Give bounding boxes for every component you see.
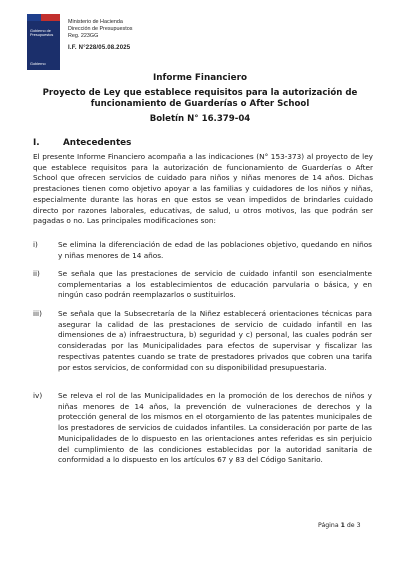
report-number: I.F. N°228/05.08.2025	[68, 45, 131, 51]
document-type: Informe Financiero	[152, 73, 247, 83]
section-number: I.	[33, 138, 40, 148]
direction-name: Dirección de Presupuestos	[68, 26, 133, 32]
intro-paragraph: El presente Informe Financiero acompaña a las indicaciones (N° 153-373) al proyecto de ley que establece requisitos para la autorización de funcionamiento de Guarderías o After School que ofrecen servicios de cuidado para niños y niñas menores de 14 años. Dichas prestaciones tienen como objetivo apoyar a las familias y cuidadores de los niños y niñas, especialmente durante las horas en que estos se vean impedidos de brindarles cuidado directo por razones laborales, educativas, de salud, u otros motivos, las que podrán ser pagadas o no. Las principales modificaciones son:	[33, 152, 373, 226]
item-text: Se señala que la Subsecretaría de la Niñez establecerá orientaciones técnicas para asegurar la calidad de las prestaciones de servicio de cuidado infantil en las dimensiones de a) infraestructura, b) seguridad y c) personal, las cuales podrán ser consideradas por las Municipalidades para efectos de supervisar y fiscalizar las respectivas patentes cuando se trate de prestadores privados que cobren una tarifa por estos servicios, de conformidad con su disponibilidad presupuestaria.	[58, 309, 372, 372]
bulletin-number: Boletín N° 16.379-04	[149, 114, 251, 124]
section-heading	[33, 138, 131, 148]
item-text: Se señala que las prestaciones de servicio de cuidado infantil son esencialmente complementarias a los establecimientos de educación parvularia o básica, y en ningún caso podrán reemplazarlos o sustituirlos.	[58, 269, 372, 300]
registry-code: Reg. 223GG	[68, 33, 99, 39]
ministry-name: Ministerio de Hacienda	[68, 19, 123, 25]
item-text: Se elimina la diferenciación de edad de las poblaciones objetivo, quedando en niños y niñas menores de 14 años.	[58, 240, 372, 260]
title-block	[30, 72, 370, 125]
item-number: ii)	[33, 269, 40, 278]
item-number: iv)	[33, 391, 43, 400]
section-title: Antecedentes	[63, 138, 132, 148]
government-logo: Gobierno de Presupuestos Gobierno	[27, 14, 60, 70]
ministry-header	[68, 19, 132, 40]
item-text: Se releva el rol de las Municipalidades en la promoción de los derechos de niños y niñas menores de 14 años, la prevención de vulneraciones de derechos y la protección general de los mismos en el otorgamiento de las patentes municipales de los prestadores de servicios de cuidados infantiles. La consideración por parte de las Municipalidades de lo dispuesto en las orientaciones antes referidas es sin perjuicio del cumplimiento de las condiciones establecidas por la autoridad sanitaria de conformidad a lo dispuesto en los artículos 67 y 83 del Código Sanitario.	[58, 391, 372, 465]
document-subject: Proyecto de Ley que establece requisitos para la autorización de funcionamiento de Guarderías o After School	[42, 88, 358, 109]
page-number: Página 1 de 3	[318, 522, 361, 529]
item-number: iii)	[33, 309, 42, 318]
item-number: i)	[33, 240, 38, 249]
